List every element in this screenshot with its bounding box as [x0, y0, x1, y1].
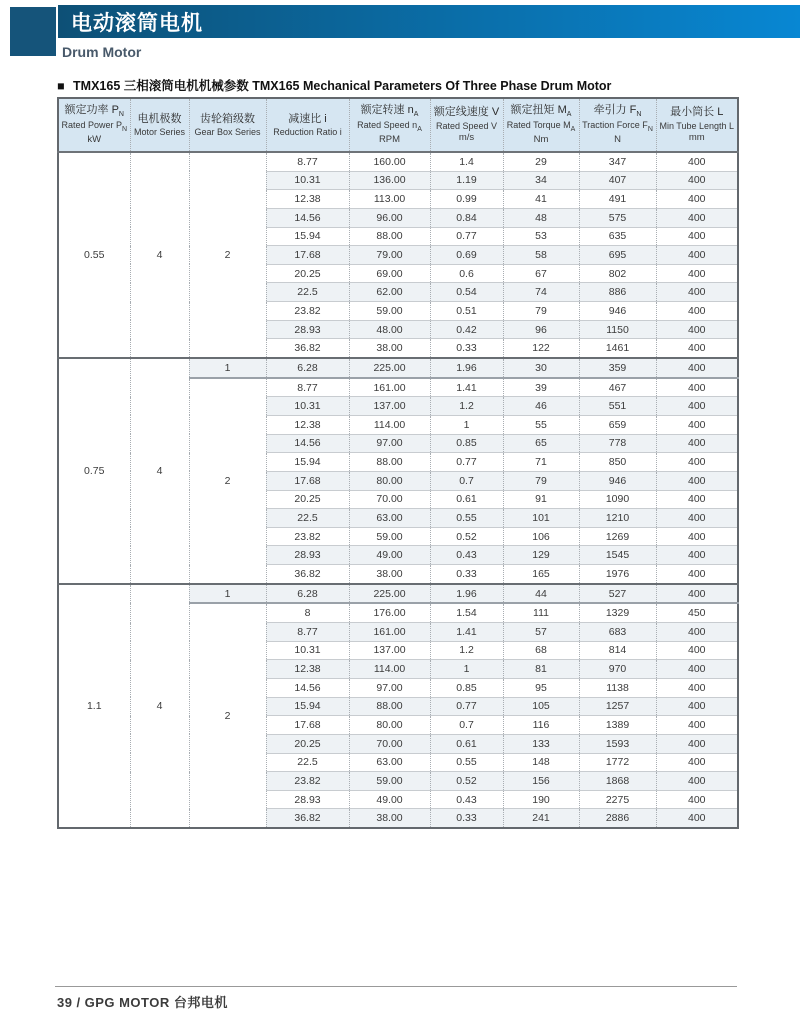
line-speed-cell: 0.77	[430, 697, 503, 716]
rated-speed-cell: 63.00	[349, 753, 430, 772]
rated-speed-cell: 97.00	[349, 678, 430, 697]
tube-length-cell: 400	[656, 208, 738, 227]
traction-force-cell: 1593	[579, 734, 656, 753]
rated-speed-cell: 49.00	[349, 790, 430, 809]
rated-speed-cell: 88.00	[349, 227, 430, 246]
rated-speed-cell: 80.00	[349, 471, 430, 490]
motor-series-cell: 4	[130, 152, 189, 358]
tube-length-cell: 400	[656, 697, 738, 716]
torque-cell: 106	[503, 527, 579, 546]
tube-length-cell: 400	[656, 660, 738, 679]
tube-length-cell: 400	[656, 584, 738, 604]
torque-cell: 68	[503, 641, 579, 660]
line-speed-cell: 1.2	[430, 641, 503, 660]
line-speed-cell: 0.43	[430, 790, 503, 809]
tube-length-cell: 400	[656, 565, 738, 584]
reduction-ratio-cell: 28.93	[266, 790, 349, 809]
tube-length-cell: 400	[656, 471, 738, 490]
rated-speed-cell: 161.00	[349, 378, 430, 397]
traction-force-cell: 695	[579, 246, 656, 265]
motor-series-cell: 4	[130, 358, 189, 584]
torque-cell: 46	[503, 397, 579, 416]
rated-speed-cell: 38.00	[349, 809, 430, 828]
tube-length-cell: 400	[656, 716, 738, 735]
rated-speed-cell: 160.00	[349, 152, 430, 171]
reduction-ratio-cell: 15.94	[266, 697, 349, 716]
tube-length-cell: 400	[656, 190, 738, 209]
traction-force-cell: 886	[579, 283, 656, 302]
rated-speed-cell: 63.00	[349, 509, 430, 528]
reduction-ratio-cell: 36.82	[266, 565, 349, 584]
torque-cell: 129	[503, 546, 579, 565]
torque-cell: 122	[503, 339, 579, 358]
reduction-ratio-cell: 28.93	[266, 320, 349, 339]
motor-series-cell: 4	[130, 584, 189, 828]
tube-length-cell: 400	[656, 546, 738, 565]
traction-force-cell: 407	[579, 171, 656, 190]
tube-length-cell: 400	[656, 453, 738, 472]
table-body	[58, 152, 738, 828]
rated-speed-cell: 59.00	[349, 527, 430, 546]
rated-speed-cell: 70.00	[349, 734, 430, 753]
parameters-table	[57, 97, 739, 829]
col-header-traction-force: 牵引力 $F_N$ Traction Force $F_N$ N	[579, 98, 656, 152]
traction-force-cell: 802	[579, 264, 656, 283]
line-speed-cell: 0.77	[430, 227, 503, 246]
traction-force-cell: 1976	[579, 565, 656, 584]
line-speed-cell: 0.54	[430, 283, 503, 302]
footer-brand: GPG MOTOR 台邦电机	[84, 995, 228, 1010]
torque-cell: 67	[503, 264, 579, 283]
tube-length-cell: 400	[656, 264, 738, 283]
table-row	[58, 584, 738, 604]
tube-length-cell: 400	[656, 809, 738, 828]
traction-force-cell: 1150	[579, 320, 656, 339]
reduction-ratio-cell: 14.56	[266, 678, 349, 697]
rated-speed-cell: 225.00	[349, 358, 430, 378]
tube-length-cell: 400	[656, 509, 738, 528]
tube-length-cell: 400	[656, 772, 738, 791]
traction-force-cell: 1269	[579, 527, 656, 546]
line-speed-cell: 0.85	[430, 434, 503, 453]
line-speed-cell: 0.84	[430, 208, 503, 227]
traction-force-cell: 551	[579, 397, 656, 416]
torque-cell: 29	[503, 152, 579, 171]
reduction-ratio-cell: 15.94	[266, 453, 349, 472]
tube-length-cell: 400	[656, 734, 738, 753]
line-speed-cell: 0.52	[430, 772, 503, 791]
traction-force-cell: 659	[579, 415, 656, 434]
tube-length-cell: 400	[656, 302, 738, 321]
rated-speed-cell: 70.00	[349, 490, 430, 509]
tube-length-cell: 450	[656, 603, 738, 622]
gearbox-cell: 2	[189, 603, 266, 828]
torque-cell: 133	[503, 734, 579, 753]
rated-speed-cell: 97.00	[349, 434, 430, 453]
rated-speed-cell: 38.00	[349, 339, 430, 358]
rated-speed-cell: 88.00	[349, 453, 430, 472]
reduction-ratio-cell: 10.31	[266, 641, 349, 660]
traction-force-cell: 527	[579, 584, 656, 604]
power-cell: 0.75	[58, 358, 130, 584]
accent-square	[10, 7, 56, 56]
torque-cell: 91	[503, 490, 579, 509]
traction-force-cell: 683	[579, 623, 656, 642]
reduction-ratio-cell: 36.82	[266, 809, 349, 828]
line-speed-cell: 0.33	[430, 339, 503, 358]
traction-force-cell: 1090	[579, 490, 656, 509]
torque-cell: 55	[503, 415, 579, 434]
traction-force-cell: 850	[579, 453, 656, 472]
table-row	[58, 152, 738, 171]
reduction-ratio-cell: 22.5	[266, 753, 349, 772]
reduction-ratio-cell: 10.31	[266, 171, 349, 190]
table-row	[58, 358, 738, 378]
line-speed-cell: 1.41	[430, 378, 503, 397]
tube-length-cell: 400	[656, 397, 738, 416]
torque-cell: 48	[503, 208, 579, 227]
gearbox-cell: 1	[189, 584, 266, 604]
rated-speed-cell: 59.00	[349, 772, 430, 791]
rated-speed-cell: 69.00	[349, 264, 430, 283]
torque-cell: 30	[503, 358, 579, 378]
torque-cell: 81	[503, 660, 579, 679]
line-speed-cell: 0.55	[430, 509, 503, 528]
torque-cell: 41	[503, 190, 579, 209]
rated-speed-cell: 59.00	[349, 302, 430, 321]
torque-cell: 96	[503, 320, 579, 339]
traction-force-cell: 1257	[579, 697, 656, 716]
col-header-rated-torque: 额定扭矩 $M_A$ Rated Torque $M_A$ Nm	[503, 98, 579, 152]
reduction-ratio-cell: 36.82	[266, 339, 349, 358]
reduction-ratio-cell: 10.31	[266, 397, 349, 416]
rated-speed-cell: 49.00	[349, 546, 430, 565]
traction-force-cell: 635	[579, 227, 656, 246]
line-speed-cell: 0.77	[430, 453, 503, 472]
torque-cell: 241	[503, 809, 579, 828]
torque-cell: 58	[503, 246, 579, 265]
line-speed-cell: 0.6	[430, 264, 503, 283]
traction-force-cell: 1545	[579, 546, 656, 565]
torque-cell: 53	[503, 227, 579, 246]
reduction-ratio-cell: 15.94	[266, 227, 349, 246]
traction-force-cell: 814	[579, 641, 656, 660]
parameters-table-wrapper	[57, 97, 739, 829]
tube-length-cell: 400	[656, 641, 738, 660]
rated-speed-cell: 176.00	[349, 603, 430, 622]
line-speed-cell: 0.7	[430, 716, 503, 735]
col-header-reduction-ratio: 减速比 i Reduction Ratio i	[266, 98, 349, 152]
traction-force-cell: 347	[579, 152, 656, 171]
reduction-ratio-cell: 12.38	[266, 190, 349, 209]
reduction-ratio-cell: 17.68	[266, 246, 349, 265]
col-header-min-tube-length: 最小筒长 L Min Tube Length L mm	[656, 98, 738, 152]
traction-force-cell: 970	[579, 660, 656, 679]
footer-text	[57, 992, 232, 1011]
col-header-line-speed: 额定线速度 V Rated Speed V m/s	[430, 98, 503, 152]
tube-length-cell: 400	[656, 339, 738, 358]
col-header-gearbox-series: 齿轮箱级数 Gear Box Series	[189, 98, 266, 152]
reduction-ratio-cell: 28.93	[266, 546, 349, 565]
tube-length-cell: 400	[656, 152, 738, 171]
rated-speed-cell: 38.00	[349, 565, 430, 584]
col-header-rated-speed: 额定转速 $n_A$ Rated Speed $n_A$ RPM	[349, 98, 430, 152]
torque-cell: 101	[503, 509, 579, 528]
traction-force-cell: 1138	[579, 678, 656, 697]
tube-length-cell: 400	[656, 623, 738, 642]
reduction-ratio-cell: 17.68	[266, 716, 349, 735]
traction-force-cell: 2275	[579, 790, 656, 809]
line-speed-cell: 1.4	[430, 152, 503, 171]
page-title: 电动滚筒电机	[71, 11, 203, 35]
rated-speed-cell: 137.00	[349, 397, 430, 416]
reduction-ratio-cell: 23.82	[266, 302, 349, 321]
rated-speed-cell: 62.00	[349, 283, 430, 302]
tube-length-cell: 400	[656, 527, 738, 546]
tube-length-cell: 400	[656, 227, 738, 246]
traction-force-cell: 491	[579, 190, 656, 209]
torque-cell: 44	[503, 584, 579, 604]
traction-force-cell: 946	[579, 302, 656, 321]
tube-length-cell: 400	[656, 434, 738, 453]
reduction-ratio-cell: 8.77	[266, 152, 349, 171]
line-speed-cell: 0.33	[430, 565, 503, 584]
line-speed-cell: 1.96	[430, 358, 503, 378]
torque-cell: 95	[503, 678, 579, 697]
rated-speed-cell: 225.00	[349, 584, 430, 604]
torque-cell: 111	[503, 603, 579, 622]
reduction-ratio-cell: 23.82	[266, 527, 349, 546]
tube-length-cell: 400	[656, 283, 738, 302]
line-speed-cell: 0.43	[430, 546, 503, 565]
traction-force-cell: 1772	[579, 753, 656, 772]
line-speed-cell: 1	[430, 660, 503, 679]
reduction-ratio-cell: 8	[266, 603, 349, 622]
traction-force-cell: 946	[579, 471, 656, 490]
reduction-ratio-cell: 20.25	[266, 264, 349, 283]
gearbox-cell: 2	[189, 152, 266, 358]
section-title-en: TMX165 Mechanical Parameters Of Three Phase Drum Motor	[252, 79, 612, 93]
torque-cell: 39	[503, 378, 579, 397]
table-header-row	[58, 98, 738, 152]
col-header-motor-series: 电机极数 Motor Series	[130, 98, 189, 152]
line-speed-cell: 0.33	[430, 809, 503, 828]
tube-length-cell: 400	[656, 171, 738, 190]
torque-cell: 165	[503, 565, 579, 584]
tube-length-cell: 400	[656, 358, 738, 378]
line-speed-cell: 0.52	[430, 527, 503, 546]
reduction-ratio-cell: 14.56	[266, 208, 349, 227]
line-speed-cell: 1.96	[430, 584, 503, 604]
tube-length-cell: 400	[656, 246, 738, 265]
col-header-rated-power: 额定功率 $P_N$ Rated Power $P_N$ kW	[58, 98, 130, 152]
line-speed-cell: 1	[430, 415, 503, 434]
traction-force-cell: 1461	[579, 339, 656, 358]
torque-cell: 65	[503, 434, 579, 453]
torque-cell: 34	[503, 171, 579, 190]
line-speed-cell: 0.51	[430, 302, 503, 321]
tube-length-cell: 400	[656, 490, 738, 509]
reduction-ratio-cell: 12.38	[266, 415, 349, 434]
line-speed-cell: 0.61	[430, 734, 503, 753]
reduction-ratio-cell: 12.38	[266, 660, 349, 679]
line-speed-cell: 1.2	[430, 397, 503, 416]
reduction-ratio-cell: 22.5	[266, 509, 349, 528]
traction-force-cell: 1389	[579, 716, 656, 735]
rated-speed-cell: 96.00	[349, 208, 430, 227]
torque-cell: 116	[503, 716, 579, 735]
reduction-ratio-cell: 8.77	[266, 623, 349, 642]
torque-cell: 105	[503, 697, 579, 716]
tube-length-cell: 400	[656, 790, 738, 809]
line-speed-cell: 0.61	[430, 490, 503, 509]
torque-cell: 71	[503, 453, 579, 472]
rated-speed-cell: 48.00	[349, 320, 430, 339]
reduction-ratio-cell: 17.68	[266, 471, 349, 490]
traction-force-cell: 575	[579, 208, 656, 227]
power-cell: 1.1	[58, 584, 130, 828]
line-speed-cell: 1.19	[430, 171, 503, 190]
torque-cell: 79	[503, 471, 579, 490]
tube-length-cell: 400	[656, 678, 738, 697]
reduction-ratio-cell: 8.77	[266, 378, 349, 397]
rated-speed-cell: 136.00	[349, 171, 430, 190]
traction-force-cell: 1329	[579, 603, 656, 622]
line-speed-cell: 1.54	[430, 603, 503, 622]
torque-cell: 190	[503, 790, 579, 809]
footer-divider	[55, 986, 737, 987]
section-title-zh: TMX165 三相滚筒电机机械参数	[73, 79, 249, 93]
tube-length-cell: 400	[656, 753, 738, 772]
footer-separator: /	[76, 995, 81, 1010]
traction-force-cell: 359	[579, 358, 656, 378]
line-speed-cell: 0.85	[430, 678, 503, 697]
tube-length-cell: 400	[656, 320, 738, 339]
tube-length-cell: 400	[656, 378, 738, 397]
rated-speed-cell: 161.00	[349, 623, 430, 642]
page-subtitle: Drum Motor	[62, 44, 142, 60]
traction-force-cell: 1868	[579, 772, 656, 791]
reduction-ratio-cell: 6.28	[266, 584, 349, 604]
reduction-ratio-cell: 20.25	[266, 490, 349, 509]
reduction-ratio-cell: 20.25	[266, 734, 349, 753]
line-speed-cell: 0.69	[430, 246, 503, 265]
gearbox-cell: 2	[189, 378, 266, 584]
line-speed-cell: 1.41	[430, 623, 503, 642]
reduction-ratio-cell: 22.5	[266, 283, 349, 302]
rated-speed-cell: 88.00	[349, 697, 430, 716]
torque-cell: 156	[503, 772, 579, 791]
rated-speed-cell: 137.00	[349, 641, 430, 660]
page-number: 39	[57, 995, 73, 1010]
black-square-icon: ■	[57, 79, 65, 93]
line-speed-cell: 0.42	[430, 320, 503, 339]
torque-cell: 148	[503, 753, 579, 772]
rated-speed-cell: 80.00	[349, 716, 430, 735]
power-cell: 0.55	[58, 152, 130, 358]
reduction-ratio-cell: 6.28	[266, 358, 349, 378]
reduction-ratio-cell: 23.82	[266, 772, 349, 791]
gearbox-cell: 1	[189, 358, 266, 378]
traction-force-cell: 467	[579, 378, 656, 397]
torque-cell: 79	[503, 302, 579, 321]
line-speed-cell: 0.7	[430, 471, 503, 490]
rated-speed-cell: 114.00	[349, 660, 430, 679]
rated-speed-cell: 113.00	[349, 190, 430, 209]
traction-force-cell: 2886	[579, 809, 656, 828]
rated-speed-cell: 79.00	[349, 246, 430, 265]
torque-cell: 74	[503, 283, 579, 302]
rated-speed-cell: 114.00	[349, 415, 430, 434]
section-title	[57, 76, 611, 94]
traction-force-cell: 1210	[579, 509, 656, 528]
torque-cell: 57	[503, 623, 579, 642]
traction-force-cell: 778	[579, 434, 656, 453]
line-speed-cell: 0.99	[430, 190, 503, 209]
reduction-ratio-cell: 14.56	[266, 434, 349, 453]
page-header-bar	[58, 5, 800, 38]
line-speed-cell: 0.55	[430, 753, 503, 772]
tube-length-cell: 400	[656, 415, 738, 434]
